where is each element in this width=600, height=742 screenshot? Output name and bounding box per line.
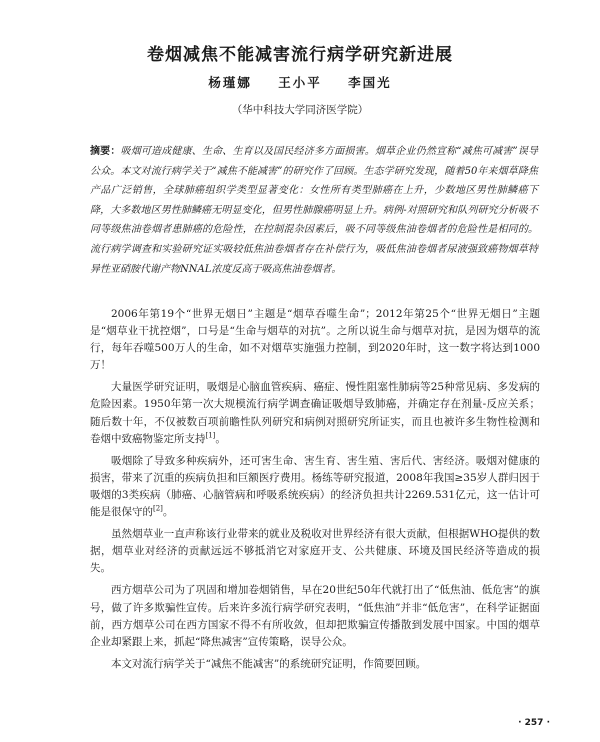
- page-number: · 257 ·: [518, 718, 550, 728]
- body-paragraph: 本文对流行病学关于“减焦不能减害”的系统研究证明，作简要回顾。: [111, 657, 427, 670]
- author-name: 李国光: [348, 75, 392, 90]
- citation-ref: [1]: [205, 431, 216, 440]
- body-paragraph: 虽然烟草业一直声称该行业带来的就业及税收对世界经济有很大贡献，但根据WHO提供的数据，烟草业对经济的贡献远远不够抵消它对家庭开支、公共健康、环境及国民经济等造成的损失。: [90, 528, 540, 575]
- body-paragraph: 2006年第19个“世界无烟日”主题是“烟草吞噬生命”；2012年第25个“世界无烟日”主题是“烟草业干扰控烟”，口号是“生命与烟草的对抗”。之所以说生命与烟草对抗，是因为烟草的流行，每年吞噬500万人的生命，如不对烟草实施强力控制，到2020年时，这一数字将达到1000万！: [90, 308, 540, 372]
- article-title: 卷烟减焦不能减害流行病学研究新进展: [147, 45, 453, 65]
- body-paragraph: 吸烟除了导致多种疾病外，还可害生命、害生育、害生殖、害后代、害经济。吸烟对健康的损害，带来了沉重的疾病负担和巨额医疗费用。杨练等研究报道，2008年我国≥35岁人群归因于吸烟的3类疾病（肺癌、心脑管病和呼吸系统疾病）的经济负担共计2269.531亿元，这一估计可能是很保守的[2]。: [90, 454, 540, 519]
- author-list: [0, 73, 600, 91]
- affiliation: （华中科技大学同济医学院）: [231, 104, 369, 116]
- body-paragraph: 西方烟草公司为了巩固和增加卷烟销售，早在20世纪50年代就打出了“低焦油、低危害”的旗号，做了许多欺骗性宣传。后来许多流行病学研究表明，“低焦油”并非“低危害”，在科学证据面前，西方烟草公司在西方国家不得不有所收敛，但却把欺骗宣传播散到发展中国家。中国的烟草企业却紧跟上来，抓起“降焦减害”宣传策略，误导公众。: [90, 584, 540, 648]
- abstract-block: [90, 142, 538, 279]
- author-name: 王小平: [278, 75, 322, 90]
- citation-ref: [2]: [153, 504, 163, 513]
- abstract-text: 吸烟可造成健康、生命、生育以及国民经济多方面损害。烟草企业仍然宣称“减焦可减害”误导公众。本文对流行病学关于“减焦不能减害”的研究作了回顾。生态学研究发现，随着50年来烟草降焦产品广泛销售，全球肺癌组织学类型显著变化：女性所有类型肺癌在上升，少数地区男性肺鳞癌下降，大多数地区男性肺鳞癌无明显变化，但男性肺腺癌明显上升。病例-对照研究和队列研究分析吸不同等级焦油卷烟者患肺癌的危险性，在控制混杂因素后，吸不同等级焦油卷烟者的危险性是相同的。流行病学调查和实验研究证实吸较低焦油卷烟者存在补偿行为，吸低焦油卷烟者尿液强致癌物烟草特异性亚硝胺代谢产物NNAL浓度反高于吸高焦油卷烟者。: [90, 146, 538, 275]
- author-name: 杨瑾娜: [208, 75, 252, 90]
- abstract-label: 摘要：: [90, 146, 121, 157]
- body-text: [90, 306, 540, 678]
- body-paragraph: 大量医学研究证明，吸烟是心脑血管疾病、癌症、慢性阻塞性肺病等25种常见病、多发病的危险因素。1950年第一次大规模流行病学调查确证吸烟导致肺癌，并确定存在剂量-反应关系；随后数十年，不仅被数百项前瞻性队列研究和病例对照研究所证实，而且也被许多生物性检测和卷烟中致癌物鉴定所支持[1]。: [90, 381, 540, 445]
